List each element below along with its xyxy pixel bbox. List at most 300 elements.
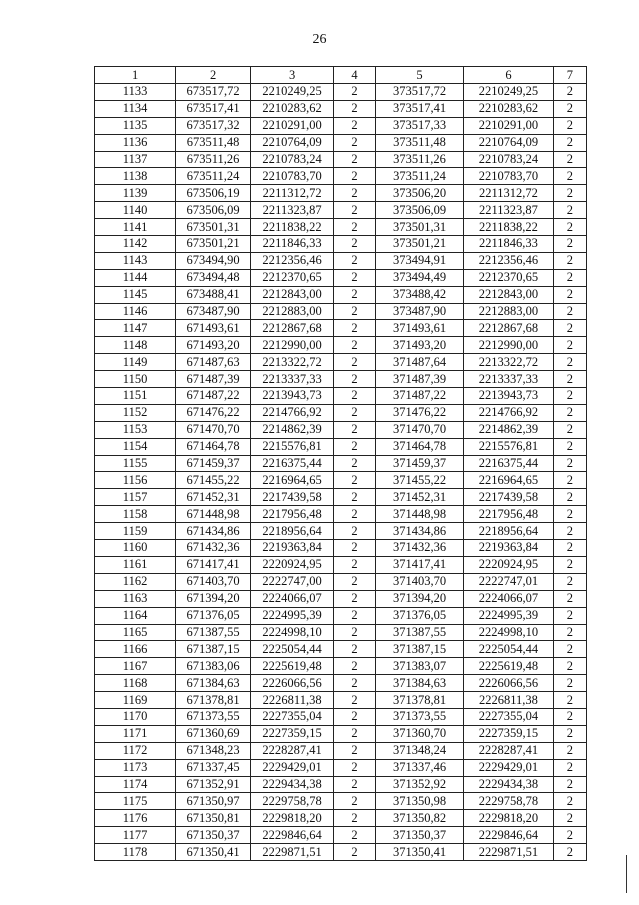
table-cell: 1160 — [95, 540, 176, 557]
table-cell: 2210783,70 — [251, 168, 334, 185]
table-cell: 2 — [334, 303, 376, 320]
table-cell: 1154 — [95, 438, 176, 455]
table-cell: 371448,98 — [375, 506, 463, 523]
table-cell: 371348,24 — [375, 742, 463, 759]
table-cell: 371476,22 — [375, 404, 463, 421]
table-cell: 371350,82 — [375, 810, 463, 827]
table-cell: 2210283,62 — [464, 100, 553, 117]
table-cell: 2214766,92 — [251, 404, 334, 421]
table-cell: 1150 — [95, 371, 176, 388]
table-cell: 2229434,38 — [464, 776, 553, 793]
table-cell: 671350,81 — [176, 810, 251, 827]
table-cell: 671487,39 — [176, 371, 251, 388]
table-cell: 2 — [553, 675, 586, 692]
table-cell: 2 — [334, 506, 376, 523]
table-cell: 2224998,10 — [464, 624, 553, 641]
table-cell: 671383,06 — [176, 658, 251, 675]
table-cell: 2 — [334, 641, 376, 658]
table-cell: 2211312,72 — [464, 185, 553, 202]
table-cell: 2228287,41 — [464, 742, 553, 759]
table-cell: 2 — [334, 455, 376, 472]
table-cell: 2 — [553, 810, 586, 827]
table-cell: 2211846,33 — [251, 236, 334, 253]
table-row — [95, 404, 587, 421]
table-cell: 1159 — [95, 523, 176, 540]
table-cell: 371387,15 — [375, 641, 463, 658]
table-cell: 2 — [553, 523, 586, 540]
table-row — [95, 134, 587, 151]
table-cell: 2212990,00 — [464, 337, 553, 354]
table-cell: 2 — [553, 692, 586, 709]
table-cell: 2212883,00 — [464, 303, 553, 320]
table-cell: 671378,81 — [176, 692, 251, 709]
table-cell: 2 — [334, 692, 376, 709]
table-cell: 2 — [553, 404, 586, 421]
table-cell: 671493,61 — [176, 320, 251, 337]
table-cell: 2212356,46 — [464, 252, 553, 269]
column-header: 4 — [334, 67, 376, 84]
table-cell: 1173 — [95, 759, 176, 776]
table-cell: 2 — [553, 286, 586, 303]
table-cell: 2227359,15 — [251, 725, 334, 742]
column-header: 6 — [464, 67, 553, 84]
table-cell: 371417,41 — [375, 556, 463, 573]
table-cell: 2210291,00 — [251, 117, 334, 134]
table-cell: 2229871,51 — [464, 844, 553, 861]
table-cell: 671464,78 — [176, 438, 251, 455]
table-cell: 371434,86 — [375, 523, 463, 540]
table-cell: 2228287,41 — [251, 742, 334, 759]
table-cell: 1155 — [95, 455, 176, 472]
table-cell: 2 — [334, 320, 376, 337]
table-cell: 2210764,09 — [464, 134, 553, 151]
table-cell: 671337,45 — [176, 759, 251, 776]
table-cell: 2 — [334, 337, 376, 354]
table-cell: 1165 — [95, 624, 176, 641]
table-cell: 371394,20 — [375, 590, 463, 607]
table-cell: 2210283,62 — [251, 100, 334, 117]
table-cell: 373501,21 — [375, 236, 463, 253]
table-cell: 671350,97 — [176, 793, 251, 810]
table-row — [95, 236, 587, 253]
table-cell: 673488,41 — [176, 286, 251, 303]
table-cell: 2229429,01 — [464, 759, 553, 776]
table-cell: 2 — [553, 134, 586, 151]
table-cell: 2213337,33 — [464, 371, 553, 388]
table-cell: 2 — [334, 404, 376, 421]
table-cell: 1164 — [95, 607, 176, 624]
table-cell: 2 — [553, 573, 586, 590]
table-row — [95, 506, 587, 523]
table-cell: 671476,22 — [176, 404, 251, 421]
table-cell: 2 — [553, 540, 586, 557]
table-cell: 2 — [334, 540, 376, 557]
table-cell: 2229818,20 — [464, 810, 553, 827]
table-cell: 371350,98 — [375, 793, 463, 810]
table-cell: 2 — [334, 573, 376, 590]
table-cell: 2225619,48 — [464, 658, 553, 675]
table-row — [95, 472, 587, 489]
table-cell: 2217956,48 — [251, 506, 334, 523]
table-cell: 2 — [553, 455, 586, 472]
table-cell: 2 — [334, 472, 376, 489]
table-cell: 2224998,10 — [251, 624, 334, 641]
column-header: 1 — [95, 67, 176, 84]
table-row — [95, 489, 587, 506]
table-cell: 2227355,04 — [251, 708, 334, 725]
table-row — [95, 269, 587, 286]
table-cell: 671352,91 — [176, 776, 251, 793]
table-cell: 2212843,00 — [251, 286, 334, 303]
column-header: 5 — [375, 67, 463, 84]
table-cell: 373511,24 — [375, 168, 463, 185]
table-cell: 2 — [334, 84, 376, 101]
table-cell: 2 — [334, 168, 376, 185]
table-cell: 671459,37 — [176, 455, 251, 472]
table-cell: 2212883,00 — [251, 303, 334, 320]
table-cell: 1177 — [95, 827, 176, 844]
table-cell: 2 — [553, 506, 586, 523]
table-row — [95, 421, 587, 438]
table-cell: 671455,22 — [176, 472, 251, 489]
table-cell: 2 — [334, 269, 376, 286]
table-cell: 1143 — [95, 252, 176, 269]
table-cell: 2229429,01 — [251, 759, 334, 776]
table-cell: 2 — [334, 725, 376, 742]
table-cell: 2 — [334, 354, 376, 371]
table-cell: 371470,70 — [375, 421, 463, 438]
table-cell: 1146 — [95, 303, 176, 320]
table-cell: 2 — [334, 810, 376, 827]
table-cell: 2224995,39 — [464, 607, 553, 624]
table-row — [95, 337, 587, 354]
table-cell: 2215576,81 — [251, 438, 334, 455]
table-cell: 671387,55 — [176, 624, 251, 641]
table-cell: 671470,70 — [176, 421, 251, 438]
table-cell: 2 — [334, 286, 376, 303]
table-cell: 2 — [553, 303, 586, 320]
table-cell: 2 — [553, 844, 586, 861]
table-cell: 2229846,64 — [464, 827, 553, 844]
table-cell: 2210249,25 — [464, 84, 553, 101]
table-cell: 371464,78 — [375, 438, 463, 455]
table-cell: 2218956,64 — [251, 523, 334, 540]
table-cell: 2 — [553, 641, 586, 658]
table-row — [95, 117, 587, 134]
table-cell: 2 — [553, 117, 586, 134]
table-cell: 2 — [334, 100, 376, 117]
table-cell: 2215576,81 — [464, 438, 553, 455]
table-cell: 673517,32 — [176, 117, 251, 134]
table-cell: 671452,31 — [176, 489, 251, 506]
table-cell: 2227355,04 — [464, 708, 553, 725]
table-cell: 671403,70 — [176, 573, 251, 590]
table-cell: 1140 — [95, 202, 176, 219]
table-cell: 1161 — [95, 556, 176, 573]
table-cell: 2217439,58 — [251, 489, 334, 506]
table-cell: 373511,26 — [375, 151, 463, 168]
table-cell: 2211838,22 — [251, 219, 334, 236]
table-row — [95, 455, 587, 472]
table-cell: 673511,24 — [176, 168, 251, 185]
table-cell: 2 — [553, 725, 586, 742]
table-cell: 1176 — [95, 810, 176, 827]
table-row — [95, 776, 587, 793]
table-cell: 1153 — [95, 421, 176, 438]
table-cell: 2 — [334, 590, 376, 607]
table-cell: 671487,22 — [176, 388, 251, 405]
table-cell: 1166 — [95, 641, 176, 658]
table-cell: 673511,48 — [176, 134, 251, 151]
table-cell: 1167 — [95, 658, 176, 675]
table-cell: 371403,70 — [375, 573, 463, 590]
table-cell: 2216964,65 — [464, 472, 553, 489]
table-cell: 2 — [334, 371, 376, 388]
table-cell: 2212867,68 — [251, 320, 334, 337]
coordinates-table — [94, 66, 587, 861]
table-cell: 2 — [553, 219, 586, 236]
table-cell: 2 — [334, 117, 376, 134]
table-cell: 671487,63 — [176, 354, 251, 371]
table-cell: 2213322,72 — [251, 354, 334, 371]
table-row — [95, 641, 587, 658]
table-cell: 373506,09 — [375, 202, 463, 219]
table-cell: 671434,86 — [176, 523, 251, 540]
table-row — [95, 303, 587, 320]
table-cell: 2229758,78 — [251, 793, 334, 810]
table-cell: 371387,55 — [375, 624, 463, 641]
table-cell: 1174 — [95, 776, 176, 793]
table-row — [95, 708, 587, 725]
table-cell: 1178 — [95, 844, 176, 861]
table-row — [95, 793, 587, 810]
table-cell: 2 — [334, 438, 376, 455]
table-cell: 671348,23 — [176, 742, 251, 759]
table-cell: 2 — [334, 776, 376, 793]
table-cell: 2229818,20 — [251, 810, 334, 827]
table-cell: 2 — [553, 320, 586, 337]
table-cell: 371376,05 — [375, 607, 463, 624]
table-cell: 2212867,68 — [464, 320, 553, 337]
table-cell: 2229758,78 — [464, 793, 553, 810]
table-row — [95, 219, 587, 236]
table-cell: 373517,33 — [375, 117, 463, 134]
table-row — [95, 286, 587, 303]
table-row — [95, 185, 587, 202]
table-cell: 2211323,87 — [464, 202, 553, 219]
table-cell: 371378,81 — [375, 692, 463, 709]
table-cell: 1151 — [95, 388, 176, 405]
table-cell: 673494,48 — [176, 269, 251, 286]
table-row — [95, 252, 587, 269]
table-cell: 2 — [553, 708, 586, 725]
table-cell: 2210249,25 — [251, 84, 334, 101]
table-cell: 371493,20 — [375, 337, 463, 354]
table-cell: 2 — [553, 388, 586, 405]
table-cell: 2211323,87 — [251, 202, 334, 219]
table-cell: 2 — [553, 759, 586, 776]
table-cell: 2222747,00 — [251, 573, 334, 590]
table-row — [95, 438, 587, 455]
table-cell: 2213322,72 — [464, 354, 553, 371]
table-cell: 2217956,48 — [464, 506, 553, 523]
table-cell: 2 — [553, 421, 586, 438]
table-cell: 371350,37 — [375, 827, 463, 844]
table-row — [95, 320, 587, 337]
table-cell: 2211838,22 — [464, 219, 553, 236]
table-cell: 2224066,07 — [464, 590, 553, 607]
table-body — [95, 84, 587, 861]
table-cell: 2 — [553, 776, 586, 793]
table-cell: 373487,90 — [375, 303, 463, 320]
table-row — [95, 759, 587, 776]
table-cell: 2212370,65 — [464, 269, 553, 286]
table-cell: 2 — [553, 236, 586, 253]
table-cell: 2 — [334, 523, 376, 540]
table-cell: 2 — [334, 252, 376, 269]
table-cell: 373501,31 — [375, 219, 463, 236]
table-row — [95, 692, 587, 709]
table-cell: 673487,90 — [176, 303, 251, 320]
table-cell: 373506,20 — [375, 185, 463, 202]
table-cell: 1139 — [95, 185, 176, 202]
table-cell: 1170 — [95, 708, 176, 725]
table-cell: 2210783,70 — [464, 168, 553, 185]
table-cell: 2220924,95 — [251, 556, 334, 573]
table-cell: 1162 — [95, 573, 176, 590]
table-cell: 2224995,39 — [251, 607, 334, 624]
table-cell: 2214766,92 — [464, 404, 553, 421]
table-cell: 673506,19 — [176, 185, 251, 202]
table-cell: 671350,37 — [176, 827, 251, 844]
table-cell: 371352,92 — [375, 776, 463, 793]
table-cell: 2 — [334, 236, 376, 253]
table-cell: 371383,07 — [375, 658, 463, 675]
table-cell: 2 — [334, 489, 376, 506]
table-row — [95, 590, 587, 607]
table-row — [95, 810, 587, 827]
table-row — [95, 607, 587, 624]
table-cell: 671448,98 — [176, 506, 251, 523]
table-cell: 2 — [553, 472, 586, 489]
table-row — [95, 556, 587, 573]
table-cell: 2 — [553, 793, 586, 810]
table-cell: 371373,55 — [375, 708, 463, 725]
table-cell: 673517,41 — [176, 100, 251, 117]
table-cell: 2216964,65 — [251, 472, 334, 489]
table-cell: 371384,63 — [375, 675, 463, 692]
table-row — [95, 354, 587, 371]
column-header: 7 — [553, 67, 586, 84]
table-cell: 1136 — [95, 134, 176, 151]
table-cell: 1137 — [95, 151, 176, 168]
table-cell: 2213943,73 — [251, 388, 334, 405]
table-cell: 371487,39 — [375, 371, 463, 388]
table-cell: 1133 — [95, 84, 176, 101]
table-row — [95, 168, 587, 185]
table-cell: 2 — [553, 168, 586, 185]
table-header-row — [95, 67, 587, 84]
table-cell: 2 — [334, 607, 376, 624]
table-cell: 1138 — [95, 168, 176, 185]
table-cell: 2225054,44 — [464, 641, 553, 658]
table-cell: 2 — [553, 252, 586, 269]
table-cell: 2227359,15 — [464, 725, 553, 742]
table-row — [95, 523, 587, 540]
table-cell: 2 — [334, 388, 376, 405]
column-header: 3 — [251, 67, 334, 84]
table-cell: 2211312,72 — [251, 185, 334, 202]
column-header: 2 — [176, 67, 251, 84]
table-cell: 2225619,48 — [251, 658, 334, 675]
table-cell: 2 — [553, 269, 586, 286]
table-cell: 671360,69 — [176, 725, 251, 742]
table-cell: 2 — [553, 658, 586, 675]
table-cell: 2 — [334, 827, 376, 844]
table-cell: 2211846,33 — [464, 236, 553, 253]
table-cell: 1141 — [95, 219, 176, 236]
table-cell: 2 — [553, 590, 586, 607]
table-cell: 1142 — [95, 236, 176, 253]
table-cell: 673501,21 — [176, 236, 251, 253]
table-cell: 2 — [334, 708, 376, 725]
table-cell: 673511,26 — [176, 151, 251, 168]
table-cell: 1169 — [95, 692, 176, 709]
table-cell: 1175 — [95, 793, 176, 810]
table-cell: 1156 — [95, 472, 176, 489]
table-cell: 2 — [553, 489, 586, 506]
table-cell: 2212356,46 — [251, 252, 334, 269]
table-row — [95, 388, 587, 405]
table-cell: 2226066,56 — [464, 675, 553, 692]
table-cell: 371452,31 — [375, 489, 463, 506]
table-cell: 673494,90 — [176, 252, 251, 269]
table-cell: 671350,41 — [176, 844, 251, 861]
margin-mark — [626, 855, 627, 893]
table-cell: 2 — [553, 742, 586, 759]
table-cell: 2 — [553, 624, 586, 641]
table-cell: 1149 — [95, 354, 176, 371]
table-cell: 371337,46 — [375, 759, 463, 776]
table-cell: 2212990,00 — [251, 337, 334, 354]
table-cell: 2 — [553, 607, 586, 624]
table-cell: 371432,36 — [375, 540, 463, 557]
table-cell: 1134 — [95, 100, 176, 117]
table-cell: 2 — [334, 759, 376, 776]
table-cell: 1163 — [95, 590, 176, 607]
table-cell: 2219363,84 — [464, 540, 553, 557]
table-cell: 2217439,58 — [464, 489, 553, 506]
table-cell: 2219363,84 — [251, 540, 334, 557]
table-cell: 2213943,73 — [464, 388, 553, 405]
table-cell: 673501,31 — [176, 219, 251, 236]
table-row — [95, 624, 587, 641]
table-cell: 2226066,56 — [251, 675, 334, 692]
table-cell: 2 — [334, 844, 376, 861]
table-row — [95, 573, 587, 590]
table-cell: 671384,63 — [176, 675, 251, 692]
table-cell: 673517,72 — [176, 84, 251, 101]
table-cell: 373517,72 — [375, 84, 463, 101]
table-cell: 2 — [334, 421, 376, 438]
page-number: 26 — [312, 32, 327, 47]
table-cell: 373494,49 — [375, 269, 463, 286]
table-cell: 371360,70 — [375, 725, 463, 742]
table-row — [95, 202, 587, 219]
table-cell: 2 — [334, 742, 376, 759]
table-cell: 671394,20 — [176, 590, 251, 607]
table-cell: 1168 — [95, 675, 176, 692]
